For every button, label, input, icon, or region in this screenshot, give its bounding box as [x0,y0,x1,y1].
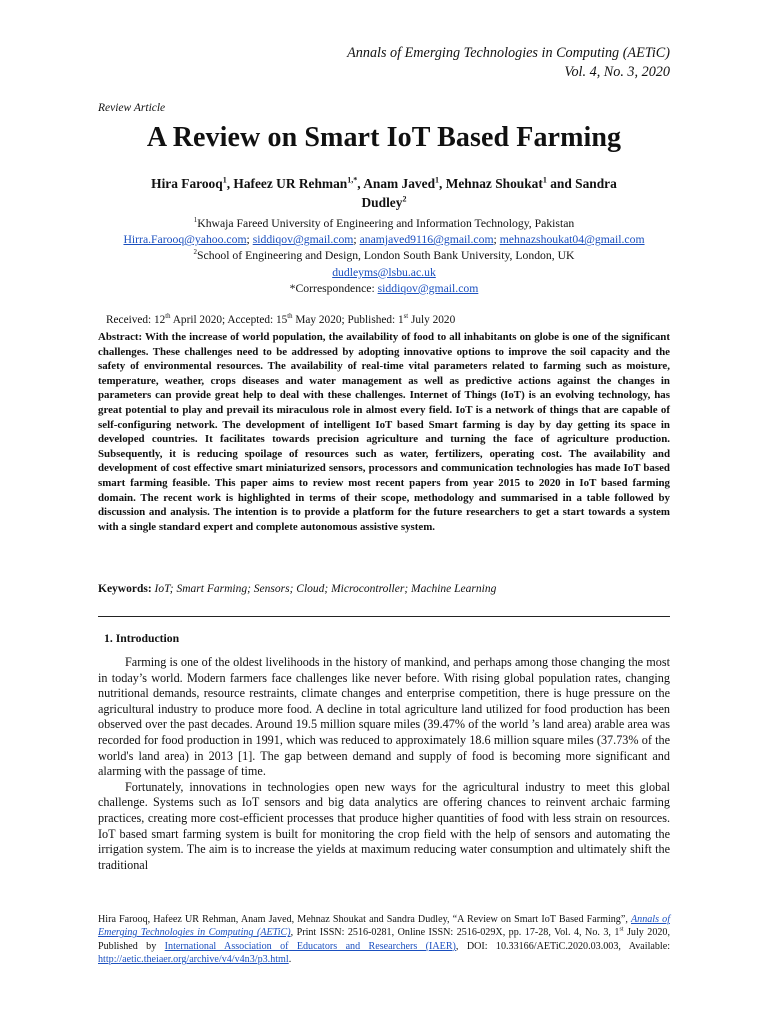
paper-title: A Review on Smart IoT Based Farming [146,122,622,153]
abstract-label: Abstract: [98,331,143,343]
citation-text: Hira Farooq, Hafeez UR Rehman, Anam Javed, Mehnaz Shoukat and Sandra Dudley, “A Review on Smart IoT Based Farming”, [98,914,631,925]
affiliation-mark: 1 [193,216,198,225]
correspondence-email-link[interactable]: siddiqov@gmail.com [377,281,479,295]
date-ordinal: th [165,313,171,321]
email-link[interactable]: anamjaved9116@gmail.com [359,233,494,247]
keywords [98,583,496,595]
body-paragraph: Fortunately, innovations in technologies open new ways for the agricultural industry to meet this global challenge. Systems such as IoT sensors and big data analytics are offering chances to reinvent archaic farming practices, creating more cost-efficient processes that produce higher quantities of food with less strain on resources. IoT based smart farming system is built for monitoring the crop field with the help of sensors and automating the irrigation system. The aim is to increase the yields at maximum reducing water consumption and ultimately shift the traditional [98,779,670,872]
author-name: , Mehnaz Shoukat [439,176,543,191]
section-divider [98,616,670,617]
citation-text: . [288,954,292,966]
citation-text: , Print ISSN: 2516-0281, Online ISSN: 2516-029X, pp. 17-28, Vol. 4, No. 3, 1 [290,927,620,939]
author-name: Hira Farooq [151,176,223,191]
correspondence-label: *Correspondence: [289,281,378,295]
email-link[interactable]: siddiqov@gmail.com [252,233,354,247]
email-separator: ; [246,233,253,247]
author-affil-mark: 1 [542,175,547,185]
affiliation-text: School of Engineering and Design, London South Bank University, London, UK [197,249,575,263]
affiliation-2 [98,248,670,264]
email-separator: ; [353,233,360,247]
affiliation-1-emails [98,232,670,248]
citation-text: July 2020, Published by [98,927,670,952]
date-ordinal: th [287,313,293,321]
email-link[interactable]: mehnazshoukat04@gmail.com [499,233,645,247]
email-link[interactable]: dudleyms@lsbu.ac.uk [332,265,436,279]
correspondence [98,281,670,297]
date-text: Received: 12 [106,314,166,326]
keywords-text: IoT; Smart Farming; Sensors; Cloud; Microcontroller; Machine Learning [151,583,497,595]
affiliation-mark: 2 [193,248,198,257]
abstract [98,330,670,534]
date-text: May 2020; Published: 1 [292,314,404,326]
citation-ordinal: st [619,927,624,934]
author-name: and Sandra Dudley [361,176,617,210]
email-separator: ; [493,233,500,247]
journal-header [347,44,670,82]
email-link[interactable]: Hirra.Farooq@yahoo.com [123,233,247,247]
citation-text: , DOI: 10.33166/AETiC.2020.03.003, Available: [455,940,671,952]
affiliations [98,216,670,297]
date-ordinal: st [403,313,409,321]
author-name: , Hafeez UR Rehman [226,176,348,191]
section-heading: 1. Introduction [104,632,180,645]
date-text: April 2020; Accepted: 15 [170,314,288,326]
affiliation-1 [98,216,670,232]
author-list [128,174,640,212]
author-affil-mark: 1 [222,175,227,185]
journal-volume: Vol. 4, No. 3, 2020 [564,64,670,80]
body-paragraph: Farming is one of the oldest livelihoods in the history of mankind, and perhaps among those changing the most in today’s world. Modern farmers face challenges like never before. With rising global population rates, changing nutritional demands, resource restraints, climate changes and enterprise competition, there is huge pressure on the agricultural industry to produce more food. A decline in total agriculture land utilized for food production has been observed over the past decades. Around 19.5 million square miles (39.47% of the world ’s land area) arable area was recorded for food production in 1991, which was reduced to approximately 18.6 million square miles (37.73% of the world's land area) in 2013 [1]. The gap between demand and supply of food is becoming more significant and alarming with the passage of time. [98,655,670,779]
author-affil-mark: 1,* [347,175,358,185]
article-url-link[interactable]: http://aetic.theiaer.org/archive/v4/v4n3/p3.html [98,954,289,966]
affiliation-2-email [98,265,670,281]
journal-link[interactable]: Annals of Emerging Technologies in Computing (AETiC) [98,914,670,939]
section-body [98,655,670,873]
article-type: Review Article [98,102,166,114]
author-name: , Anam Javed [357,176,436,191]
date-text: July 2020 [408,314,456,326]
abstract-text: With the increase of world population, the availability of food to all inhabitants on globe is one of the significant challenges. These challenges need to be addressed by adopting innovative options to improve the soil capacity and the safety of environmental resources. The availability of real-time vital parameters related to farming such as moisture, temperature, weather, crops diseases and water management as well as predictive actions against the changes in parameters can provide great help to deal with these challenges. Internet of Things (IoT) is an evolving technology, has great potential to play and prevail its miraculous role in almost every field. IoT is a network of things that are capable of self-configuring network. The development of intelligent IoT based Smart farming is day by day getting its space in developed countries. It facilitates towards precision agriculture and turning the face of agriculture production. Subsequently, it is reducing spoilage of resources such as water, fertilizers, operating cost. The availability and development of cost effective smart miniaturized sensors, processors and communication technologies has made IoT based smart farming feasible. This paper aims to review most recent papers from year 2015 to 2020 in IoT based farming domain. The recent work is highlighted in terms of their scope, methodology and summarised in a table followed by discussion and analysis. The intention is to provide a platform for the future researchers to get a start towards a system with a single standard expert and complete autonomous assistive system. [98,331,670,533]
affiliation-text: Khwaja Fareed University of Engineering and Information Technology, Pakistan [197,217,575,230]
author-affil-mark: 1 [435,175,440,185]
author-affil-mark: 2 [402,194,407,204]
publication-dates [106,314,455,326]
publisher-link[interactable]: International Association of Educators and Researchers (IAER) [164,940,456,952]
citation-footer [98,913,670,967]
journal-name: Annals of Emerging Technologies in Computing (AETiC) [347,45,670,61]
keywords-label: Keywords: [98,583,152,595]
